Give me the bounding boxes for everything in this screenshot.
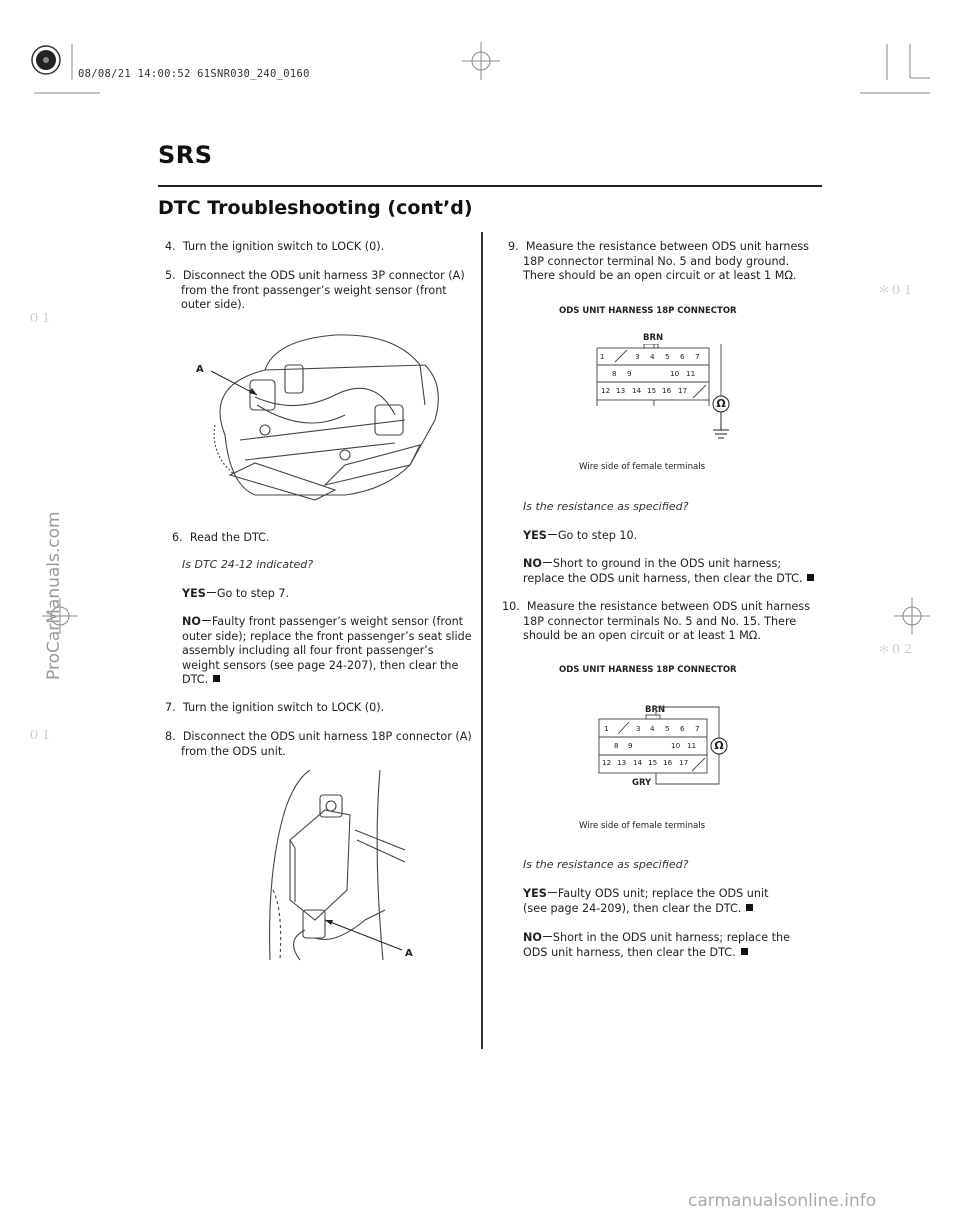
pin: 14: [632, 386, 642, 395]
question-resistance: Is the resistance as specified?: [523, 858, 689, 871]
pin: 12: [602, 758, 612, 767]
pin: 12: [601, 386, 611, 395]
step-6: 6. Read the DTC.: [172, 531, 270, 544]
pin: 5: [665, 352, 670, 361]
pin: 14: [633, 758, 643, 767]
pin: 16: [662, 386, 672, 395]
step-7: 7. Turn the ignition switch to LOCK (0).: [165, 701, 385, 714]
footer-watermark: carmanualsonline.info: [688, 1191, 877, 1211]
column-divider: [481, 232, 483, 1049]
pin: 17: [679, 758, 689, 767]
page-title: DTC Troubleshooting (cont’d): [158, 197, 473, 219]
registration-target-icon: [32, 46, 60, 74]
pin: 8: [614, 741, 619, 750]
step-10: 10. Measure the resistance between ODS unit harness 18P connector terminals No. 5 and No. 15. There should be an open circuit or at least 1 MΩ.: [502, 600, 811, 642]
connector-title: ODS UNIT HARNESS 18P CONNECTOR: [559, 306, 737, 316]
callout-label-a: A: [196, 364, 204, 375]
margin-mark: ０１: [28, 311, 53, 325]
yes-branch: YES Go to step 10.: [523, 529, 638, 542]
pin: 10: [670, 369, 680, 378]
pin: 11: [687, 741, 697, 750]
arrow-pointer: [325, 920, 402, 950]
pin: 4: [650, 724, 655, 733]
pin: 3: [635, 352, 640, 361]
pin: 3: [636, 724, 641, 733]
connector-title: ODS UNIT HARNESS 18P CONNECTOR: [559, 665, 737, 675]
section-title: SRS: [158, 141, 213, 169]
pin: 1: [604, 724, 609, 733]
pin: 13: [617, 758, 627, 767]
pin: 7: [695, 352, 700, 361]
seat-weight-sensor-figure: [195, 325, 455, 505]
callout-label-a: A: [405, 948, 413, 959]
pin: 6: [680, 352, 685, 361]
question-dtc: Is DTC 24-12 indicated?: [182, 558, 314, 571]
margin-mark: ０１: [28, 728, 53, 742]
wire-color-gry: GRY: [632, 778, 652, 788]
pin: 6: [680, 724, 685, 733]
pin: 17: [678, 386, 688, 395]
step-8: 8. Disconnect the ODS unit harness 18P connector (A) from the ODS unit.: [165, 730, 472, 758]
watermark: ProCarManuals.com: [44, 511, 64, 680]
pin: 8: [612, 369, 617, 378]
yes-branch: YES Go to step 7.: [182, 587, 290, 600]
no-branch: NO Short to ground in the ODS unit harness; replace the ODS unit harness, then clear the DTC.: [523, 557, 814, 586]
pin: 10: [671, 741, 681, 750]
ohm-symbol: Ω: [716, 397, 726, 410]
pin: 15: [647, 386, 657, 395]
print-timestamp: 08/08/21 14:00:52 61SNR030_240_0160: [78, 68, 310, 80]
pin: 13: [616, 386, 626, 395]
question-resistance: Is the resistance as specified?: [523, 500, 689, 513]
pin: 15: [648, 758, 658, 767]
wire-color-brn: BRN: [643, 333, 664, 343]
step-9: 9. Measure the resistance between ODS unit harness 18P connector terminal No. 5 and body ground. There should be an open circuit or at least 1 MΩ.: [508, 240, 809, 282]
no-branch: NO Faulty front passenger’s weight sensor (front outer side); replace the front passenger’s seat slide assembly including all four front passenger’s weight sensors (see page 24-207), then clear the DTC.: [182, 615, 472, 686]
ohm-symbol: Ω: [714, 739, 724, 752]
yes-branch: YES Faulty ODS unit; replace the ODS unit (see page 24-209), then clear the DTC.: [523, 887, 769, 915]
pin: 9: [628, 741, 633, 750]
pin: 5: [665, 724, 670, 733]
no-branch: NO Short in the ODS unit harness; replace the ODS unit harness, then clear the DTC.: [523, 931, 790, 959]
step-4: 4. Turn the ignition switch to LOCK (0).: [165, 240, 385, 253]
pin: 16: [663, 758, 673, 767]
wire-color-brn: BRN: [645, 705, 666, 715]
pin: 11: [686, 369, 696, 378]
connector-caption: Wire side of female terminals: [579, 821, 706, 831]
margin-mark: ＊０１: [878, 283, 915, 297]
ods-unit-figure: [265, 770, 425, 965]
pin: 4: [650, 352, 655, 361]
pin: 9: [627, 369, 632, 378]
pin: 7: [695, 724, 700, 733]
pin: 1: [600, 352, 605, 361]
header-rule: [158, 185, 822, 187]
margin-mark: ＊０２: [878, 642, 915, 656]
step-5: 5. Disconnect the ODS unit harness 3P connector (A) from the front passenger’s weight sensor (front outer side).: [165, 269, 465, 311]
connector-caption: Wire side of female terminals: [579, 462, 706, 472]
